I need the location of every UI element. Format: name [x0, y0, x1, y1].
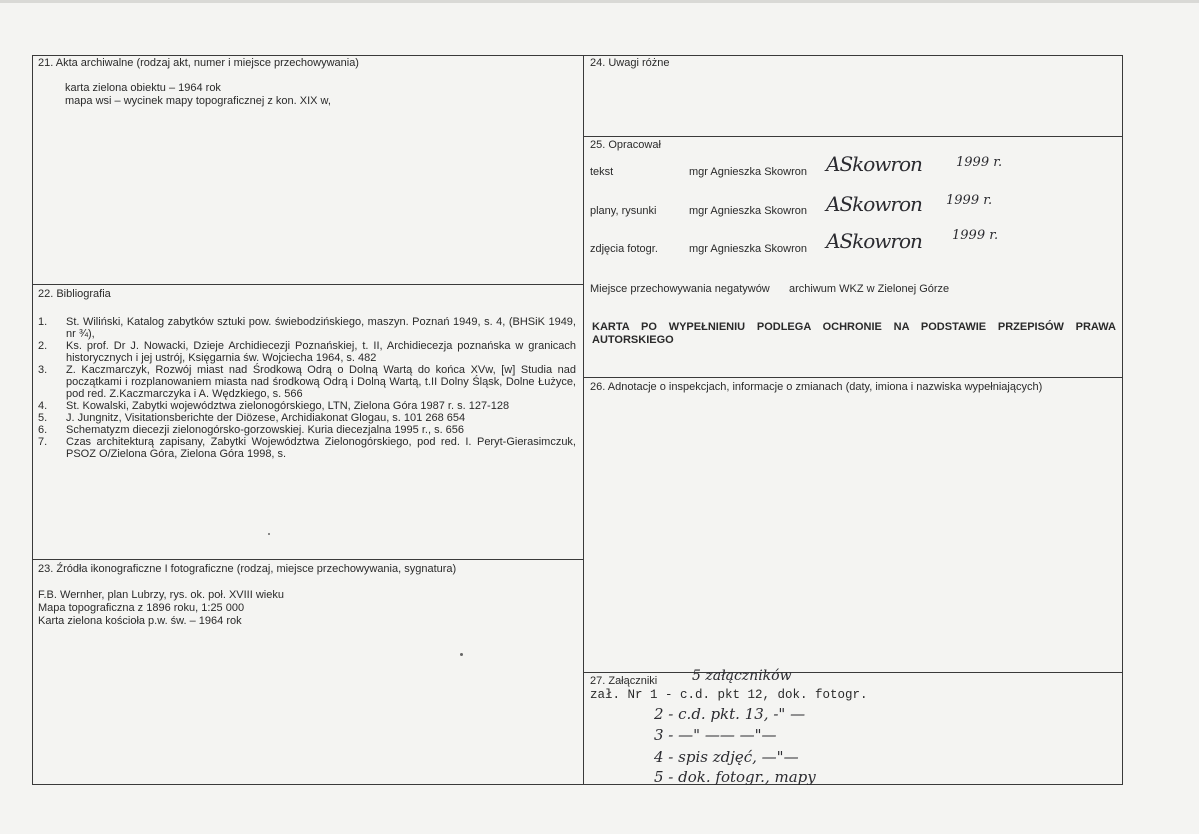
- author-signature: ASkowron: [826, 192, 922, 216]
- section-23-line-2: Mapa topograficzna z 1896 roku, 1:25 000: [38, 602, 245, 614]
- divider-24-25: [583, 136, 1123, 137]
- negatives-storage-label: Miejsce przechowywania negatywów: [590, 283, 770, 295]
- section-21-line-2: mapa wsi – wycinek mapy topograficznej z kon. XIX w,: [65, 95, 331, 107]
- attachment-1-typed: zał. Nr 1 - c.d. pkt 12, dok. fotogr.: [590, 688, 868, 702]
- divider-26-27: [583, 672, 1123, 673]
- bibliography-item: 7. Czas architekturą zapisany, Zabytki Województwa Zielonogórskiego, pod red. I. Peryt-Gierasimczuk, PSOZ O/Zielona Góra, Zielona Góra 1998, s.: [38, 436, 576, 460]
- bibliography-item: 3. Z. Kaczmarczyk, Rozwój miast nad Środkową Odrą o Dolną Wartą do końca XVw, [w] Studia nad początkami i rozplanowaniem miasta nad środkową Odrą i Dolną Wartą, t.II Dolny Śląsk, Dolne Łużyce, pod red. Z.Kaczmarczyka i A. Wędzkiego, s. 566: [38, 364, 576, 400]
- author-year: 1999 r.: [956, 155, 1003, 170]
- author-year: 1999 r.: [952, 228, 999, 243]
- author-row-plans-label: plany, rysunki: [590, 205, 657, 217]
- author-row-text-label: tekst: [590, 166, 614, 178]
- bibliography-item: 4. St. Kowalski, Zabytki województwa zielonogórskiego, LTN, Zielona Góra 1987 r. s. 127-128: [38, 400, 510, 412]
- section-23-line-1: F.B. Wernher, plan Lubrzy, rys. ok. poł. XVIII wieku: [38, 589, 284, 601]
- negatives-storage-value: archiwum WKZ w Zielonej Górze: [789, 283, 950, 295]
- scan-edge: [0, 0, 1199, 3]
- divider-21-22: [32, 284, 583, 285]
- bibliography-item: 1. St. Wiliński, Katalog zabytków sztuki pow. świebodzińskiego, maszyn. Poznań 1949, s. 4, (BHSiK 1949, nr ¾),: [38, 316, 576, 340]
- author-row-plans-name: mgr Agnieszka Skowron: [689, 205, 807, 217]
- section-23-line-3: Karta zielona kościoła p.w. św. – 1964 rok: [38, 615, 242, 627]
- author-signature: ASkowron: [826, 152, 922, 176]
- author-row-photos-name: mgr Agnieszka Skowron: [689, 243, 807, 255]
- section-21-line-1: karta zielona obiektu – 1964 rok: [65, 82, 221, 94]
- section-25-title: 25. Opracował: [590, 139, 661, 151]
- bibliography-item: 6. Schematyzm diecezji zielonogórsko-gorzowskiej. Kuria diecezjalna 1995 r., s. 656: [38, 424, 465, 436]
- divider-25-26: [583, 377, 1123, 378]
- bibliography-list: [38, 316, 576, 460]
- attachments-count-note: 5 załączników: [692, 668, 792, 684]
- author-year: 1999 r.: [946, 193, 993, 208]
- attachment-4-handwritten: 4 - spis zdjęć, —"—: [654, 748, 799, 766]
- section-22-title: 22. Bibliografia: [38, 288, 111, 300]
- section-21-title: 21. Akta archiwalne (rodzaj akt, numer i miejsce przechowywania): [38, 57, 359, 69]
- copyright-notice: KARTA PO WYPEŁNIENIU PODLEGA OCHRONIE NA PODSTAWIE PRZEPISÓW PRAWA AUTORSKIEGO: [592, 321, 1116, 346]
- bibliography-item: 2. Ks. prof. Dr J. Nowacki, Dzieje Archidiecezji Poznańskiej, t. II, Archidiecezja poznańska w granicach historycznych i jej ustrój, Księgarnia św. Wojciecha 1964, s. 482: [38, 340, 576, 364]
- section-26-title: 26. Adnotacje o inspekcjach, informacje o zmianach (daty, imiona i nazwiska wypełniających): [590, 381, 1043, 393]
- bibliography-item: 5. J. Jungnitz, Visitationsberichte der Diözese, Archidiakonat Glogau, s. 101 268 654: [38, 412, 466, 424]
- scan-speck: [268, 533, 270, 535]
- column-divider: [583, 55, 584, 785]
- scan-speck: [460, 653, 463, 656]
- author-row-text-name: mgr Agnieszka Skowron: [689, 166, 807, 178]
- section-24-title: 24. Uwagi różne: [590, 57, 670, 69]
- attachment-2-handwritten: 2 - c.d. pkt. 13, -" —: [654, 705, 806, 723]
- author-signature: ASkowron: [826, 229, 922, 253]
- divider-22-23: [32, 559, 583, 560]
- author-row-photos-label: zdjęcia fotogr.: [590, 243, 658, 255]
- section-23-title: 23. Źródła ikonograficzne I fotograficzne (rodzaj, miejsce przechowywania, sygnatura): [38, 563, 457, 575]
- attachment-3-handwritten: 3 - —" —— —"—: [654, 726, 777, 744]
- attachment-5-handwritten: 5 - dok. fotogr., mapy: [654, 768, 816, 786]
- section-27-title: 27. Załączniki: [590, 675, 658, 687]
